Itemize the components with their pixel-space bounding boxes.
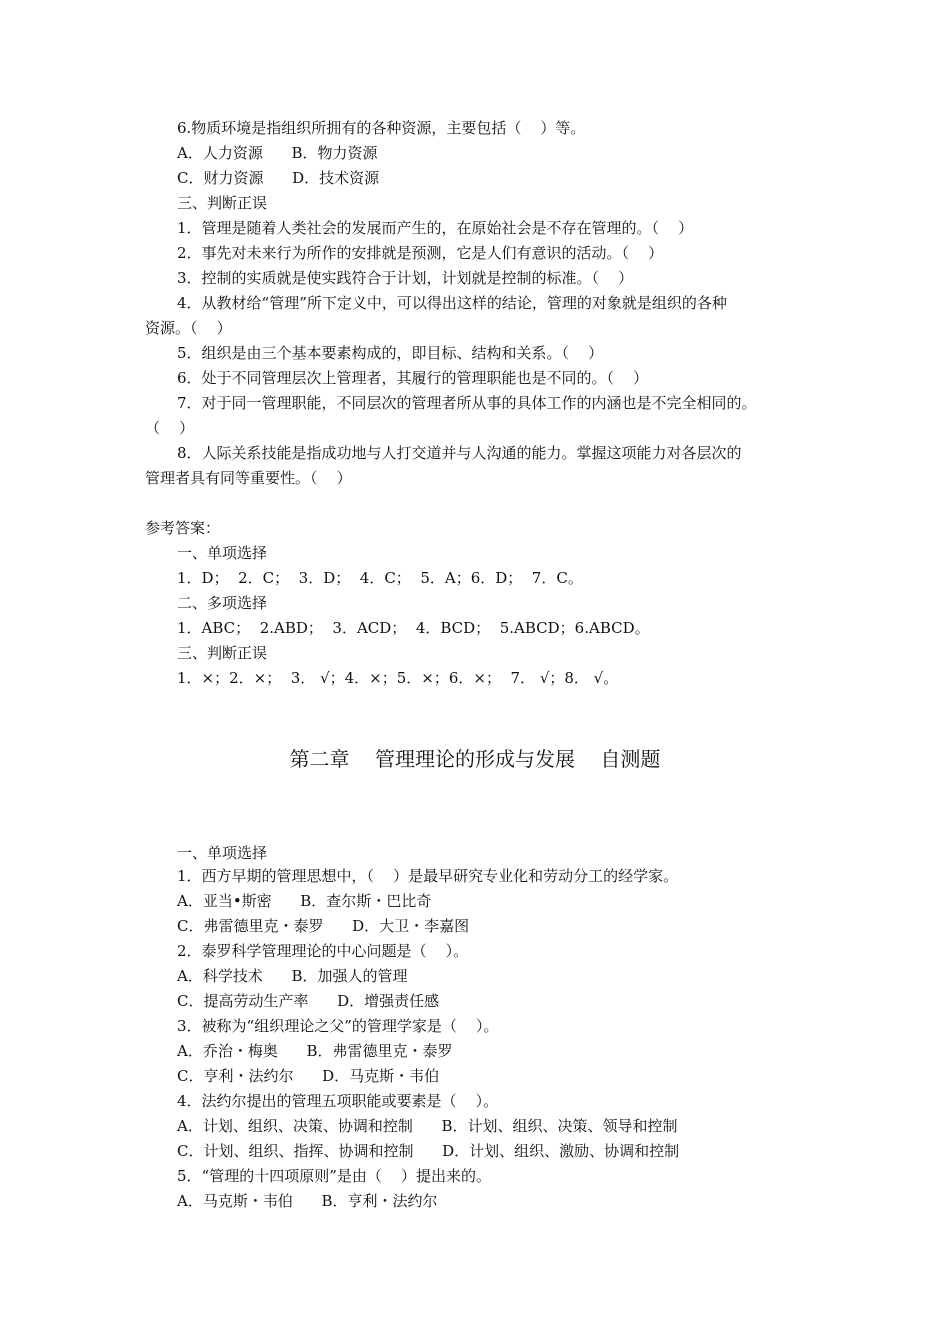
judge-item-6: 6．处于不同管理层次上管理者，其履行的管理职能也是不同的。（ ） bbox=[177, 369, 649, 387]
judge-item-1: 1．管理是随着人类社会的发展而产生的，在原始社会是不存在管理的。（ ） bbox=[177, 219, 694, 237]
chapter2-single-heading: 一、单项选择 bbox=[177, 844, 268, 862]
chapter2-question-2: 2．泰罗科学管理理论的中心问题是（ ）。 bbox=[177, 942, 469, 960]
judge-item-2: 2．事先对未来行为所作的安排就是预测，它是人们有意识的活动。（ ） bbox=[177, 244, 664, 262]
judge-item-4-cont: 资源。（ ） bbox=[145, 319, 232, 337]
chapter2-question-2-options-ab: A．科学技术 B．加强人的管理 bbox=[177, 967, 408, 985]
judge-item-8-cont: 管理者具有同等重要性。（ ） bbox=[145, 469, 352, 487]
judge-item-5: 5．组织是由三个基本要素构成的，即目标、结构和关系。（ ） bbox=[177, 344, 604, 362]
judge-item-4: 4．从教材给“管理”所下定义中，可以得出这样的结论，管理的对象就是组织的各种 bbox=[177, 294, 727, 312]
judge-item-7-cont: （ ） bbox=[145, 419, 195, 437]
answers-multi-heading: 二、多项选择 bbox=[177, 594, 268, 612]
question-6: 6.物质环境是指组织所拥有的各种资源，主要包括（ ）等。 bbox=[177, 119, 586, 137]
chapter2-question-2-options-cd: C．提高劳动生产率 D．增强责任感 bbox=[177, 992, 440, 1010]
answers-single-heading: 一、单项选择 bbox=[177, 544, 268, 562]
judge-item-7: 7．对于同一管理职能，不同层次的管理者所从事的具体工作的内涵也是不完全相同的。 bbox=[177, 394, 757, 412]
chapter2-question-1-options-cd: C．弗雷德里克・泰罗 D．大卫・李嘉图 bbox=[177, 917, 470, 935]
judge-heading: 三、判断正误 bbox=[177, 194, 268, 212]
judge-item-3: 3．控制的实质就是使实践符合于计划，计划就是控制的标准。（ ） bbox=[177, 269, 634, 287]
question-6-options-ab: A．人力资源 B．物力资源 bbox=[177, 144, 378, 162]
question-6-options-cd: C．财力资源 D．技术资源 bbox=[177, 169, 380, 187]
chapter-title: 第二章 管理理论的形成与发展 自测题 bbox=[289, 747, 661, 771]
judge-item-8: 8．人际关系技能是指成功地与人打交道并与人沟通的能力。掌握这项能力对各层次的 bbox=[177, 444, 742, 462]
chapter2-question-4: 4．法约尔提出的管理五项职能或要素是（ ）。 bbox=[177, 1092, 499, 1110]
chapter2-question-1-options-ab: A．亚当•斯密 B．查尔斯・巴比奇 bbox=[177, 892, 432, 910]
answers-judge-heading: 三、判断正误 bbox=[177, 644, 268, 662]
chapter2-question-3-options-cd: C．亨利・法约尔 D．马克斯・韦伯 bbox=[177, 1067, 440, 1085]
answers-multi: 1．ABC； 2.ABD； 3．ACD； 4．BCD； 5.ABCD；6.ABCD。 bbox=[177, 619, 650, 637]
chapter2-question-3-options-ab: A．乔治・梅奥 B．弗雷德里克・泰罗 bbox=[177, 1042, 453, 1060]
chapter2-question-4-options-cd: C．计划、组织、指挥、协调和控制 D．计划、组织、激励、协调和控制 bbox=[177, 1142, 680, 1160]
chapter2-question-5: 5．“管理的十四项原则”是由（ ）提出来的。 bbox=[177, 1167, 491, 1185]
chapter2-question-5-options-ab: A．马克斯・韦伯 B．亨利・法约尔 bbox=[177, 1192, 438, 1210]
answers-heading: 参考答案： bbox=[145, 519, 221, 537]
answers-judge: 1．×；2．×； 3． √；4．×；5．×；6．×； 7． √；8． √。 bbox=[177, 669, 619, 687]
chapter2-question-4-options-ab: A．计划、组织、决策、协调和控制 B．计划、组织、决策、领导和控制 bbox=[177, 1117, 678, 1135]
answers-single: 1．D； 2．C； 3．D； 4．C； 5．A；6．D； 7．C。 bbox=[177, 569, 583, 587]
chapter2-question-1: 1．西方早期的管理思想中，（ ）是最早研究专业化和劳动分工的经学家。 bbox=[177, 867, 679, 885]
chapter2-question-3: 3．被称为“组织理论之父”的管理学家是（ ）。 bbox=[177, 1017, 499, 1035]
